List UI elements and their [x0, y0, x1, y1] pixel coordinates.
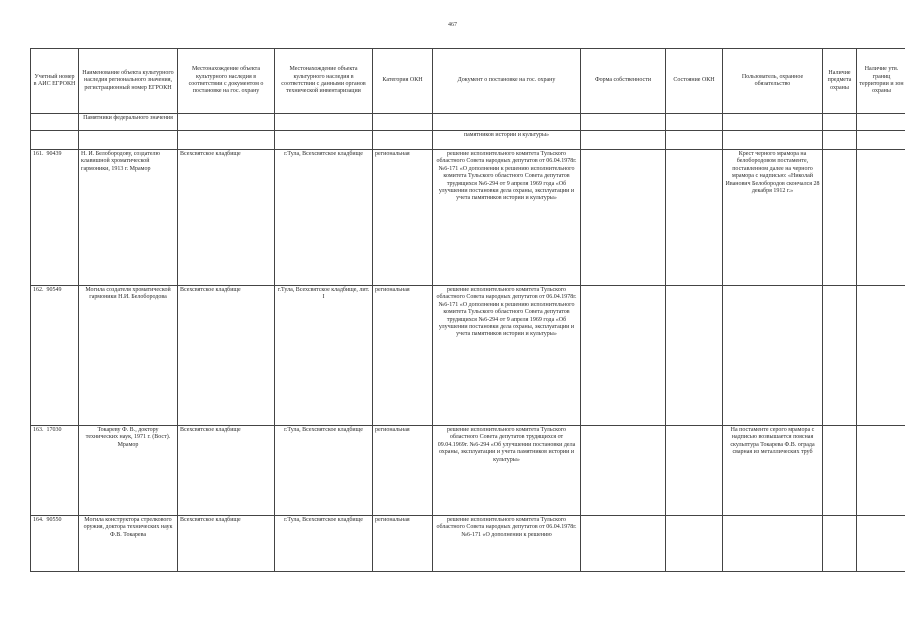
protection-document: решение исполнительного комитета Тульского областного Совета депутатов трудящихся от 09.04.1969г. №6-294 «Об улучшении постановки дела охраны, эксплуатации и учета памятников истории и культуры» — [433, 426, 581, 516]
row-index: 162. — [33, 287, 44, 293]
category: региональная — [373, 426, 433, 516]
table-row — [31, 150, 905, 286]
object-name: Могила конструктора стрелкового оружия, доктора технических наук Ф.В. Токарева — [79, 516, 178, 572]
protection-subject — [823, 286, 857, 426]
location-ti: г.Тула, Всехсвятское кладбище, лит. I — [275, 286, 373, 426]
row-index: 163. — [33, 427, 44, 433]
state — [666, 150, 723, 286]
ais-id: 90439 — [46, 151, 62, 157]
row-index: 164. — [33, 517, 44, 523]
registry-table — [30, 48, 905, 572]
column-header: Местонахождение объекта культурного наследия в соответствии с документом о постановке на гос. охрану — [178, 49, 275, 114]
row-index: 161. — [33, 151, 44, 157]
column-header: Наличие утв. границ территории и зон охраны — [857, 49, 905, 114]
location-ti: г.Тула, Всехсвятское кладбище — [275, 426, 373, 516]
protection-subject — [823, 516, 857, 572]
location-doc: Всехсвятское кладбище — [178, 426, 275, 516]
ais-id: 17030 — [46, 427, 62, 433]
protection-document: решение исполнительного комитета Тульского областного Совета народных депутатов от 06.04.1978г. №6-171 «О дополнении к решению — [433, 516, 581, 572]
user-obligation — [723, 516, 823, 572]
page-number: 467 — [448, 22, 457, 28]
record-number-cell — [31, 286, 79, 426]
record-number-cell — [31, 150, 79, 286]
column-header: Учетный номер в АИС ЕГРОКН — [31, 49, 79, 114]
record-number-cell — [31, 516, 79, 572]
category: региональная — [373, 286, 433, 426]
category: региональная — [373, 516, 433, 572]
section-label: Памятники федерального значения — [79, 114, 178, 131]
location-ti: г.Тула, Всехсвятское кладбище — [275, 516, 373, 572]
column-header: Пользователь, охранное обязательство — [723, 49, 823, 114]
location-doc: Всехсвятское кладбище — [178, 286, 275, 426]
column-header: Категория ОКН — [373, 49, 433, 114]
ownership — [581, 150, 666, 286]
table-row — [31, 426, 905, 516]
column-header: Наименование объекта культурного наследия регионального значения, регистрационный номер ЕГРОКН — [79, 49, 178, 114]
table-header-row — [31, 49, 905, 114]
location-doc: Всехсвятское кладбище — [178, 150, 275, 286]
ais-id: 90550 — [46, 517, 62, 523]
borders — [857, 516, 905, 572]
column-header: Форма собственности — [581, 49, 666, 114]
borders — [857, 286, 905, 426]
column-header: Документ о постановке на гос. охрану — [433, 49, 581, 114]
category: региональная — [373, 150, 433, 286]
borders — [857, 426, 905, 516]
state — [666, 286, 723, 426]
column-header: Наличие предмета охраны — [823, 49, 857, 114]
user-obligation — [723, 286, 823, 426]
protection-subject — [823, 426, 857, 516]
column-header: Состояние ОКН — [666, 49, 723, 114]
borders — [857, 150, 905, 286]
object-name: Н. И. Белобородову, создателю клавишной хроматической гармоники, 1913 г. Мрамор — [79, 150, 178, 286]
section-label-row — [31, 114, 905, 131]
table-row — [31, 286, 905, 426]
protection-document: решение исполнительного комитета Тульского областного Совета народных депутатов от 06.04.1978г. №6-171 «О дополнении к решению исполнительного комитета Тульского областного Совета депутатов трудящихся №6-294 от 9 апреля 1969 года «Об улучшении постановки дела охраны, эксплуатации и учета памятников истории и культуры» — [433, 150, 581, 286]
column-header: Местонахождение объекта культурного наследия в соответствии с данными органов технической инвентаризации — [275, 49, 373, 114]
state — [666, 516, 723, 572]
object-name: Могила создателя хроматической гармоники Н.И. Белобородова — [79, 286, 178, 426]
protection-subject — [823, 150, 857, 286]
record-number-cell — [31, 426, 79, 516]
ownership — [581, 426, 666, 516]
object-name: Токареву Ф. В., доктору технических наук, 1971 г. (Вост). Мрамор — [79, 426, 178, 516]
ownership — [581, 516, 666, 572]
user-obligation: Крест черного мрамора на белобородовом постаменте, поставленном далее на черного мрамора с надписью: «Николай Иванович Белобородов скончался 28 декабря 1912 г.» — [723, 150, 823, 286]
continuation-text: памятников истории и культуры» — [433, 131, 581, 150]
protection-document: решение исполнительного комитета Тульского областного Совета народных депутатов от 06.04.1978г. №6-171 «О дополнении к решению исполнительного комитета Тульского областного Совета депутатов трудящихся №6-294 от 9 апреля 1969 года «Об улучшении постановки дела охраны, эксплуатации и учета памятников истории и культуры» — [433, 286, 581, 426]
state — [666, 426, 723, 516]
location-doc: Всехсвятское кладбище — [178, 516, 275, 572]
ais-id: 90549 — [46, 287, 62, 293]
continuation-row — [31, 131, 905, 150]
table-row — [31, 516, 905, 572]
user-obligation: На постаменте серого мрамора с надписью возвышается поясная скульптура Токарева Ф.В. ограда сварная из металлических труб — [723, 426, 823, 516]
location-ti: г.Тула, Всехсвятское кладбище — [275, 150, 373, 286]
ownership — [581, 286, 666, 426]
